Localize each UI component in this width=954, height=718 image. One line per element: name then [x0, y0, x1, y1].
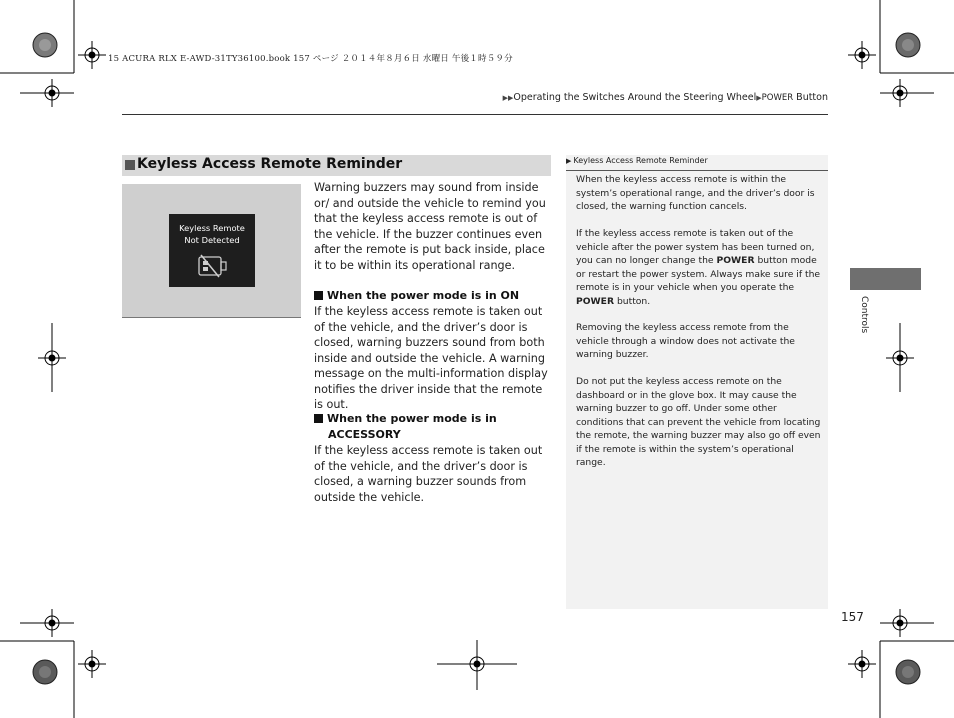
accessory-paragraph: If the keyless access remote is taken out of the vehicle, and the driver’s door is closed, a warning buzzer sounds from outside the vehicle.: [314, 444, 543, 504]
subheading-square-icon: [314, 291, 323, 300]
subheading-square-icon: [314, 414, 323, 423]
chapter-tab: [850, 268, 921, 290]
notes-heading: [566, 156, 828, 170]
section-title: Keyless Access Remote Reminder: [137, 156, 403, 172]
display-line-2: Not Detected: [184, 235, 240, 245]
illustration-rule: [122, 317, 301, 318]
breadcrumb-subsection-suffix: Button: [796, 92, 828, 103]
subheading-power-on-text: When the power mode is in ON: [327, 289, 520, 302]
note-paragraph-2: [576, 227, 822, 308]
mid-display: [169, 214, 255, 287]
note-paragraph-3: Removing the keyless access remote from the vehicle through a window does not activate the warning buzzer.: [576, 322, 795, 360]
display-line-1: Keyless Remote: [179, 223, 245, 233]
section-title-bar: [122, 155, 551, 176]
subheading-accessory-line1: When the power mode is in: [327, 412, 497, 425]
key-fob-warning-icon: [197, 254, 229, 278]
breadcrumb: [503, 92, 828, 103]
print-header: 15 ACURA RLX E-AWD-31TY36100.book 157 ページ ２０１４年８月６日 水曜日 午後１時５９分: [108, 54, 513, 64]
note-p2-power-1: POWER: [716, 255, 755, 266]
note-p2-c: button mode or restart the power system. Always make sure if the remote is in your vehicle when you operate the: [576, 255, 821, 293]
subheading-accessory-line2: ACCESSORY: [328, 427, 401, 441]
power-on-paragraph: If the keyless access remote is taken out of the vehicle, and the driver’s door is closed, warning buzzers sound from both inside and outside the vehicle. A warning message on the multi-information display notifies the driver inside that the remote is out.: [314, 305, 548, 411]
chapter-tab-label: Controls: [859, 296, 869, 334]
note-paragraph-4: Do not put the keyless access remote on the dashboard or in the glove box. It may cause the warning buzzer to go off. Under some other conditions that can prevent the vehicle from locating the remote, the warning buzzer may also go off even if the remote is within the system’s operational range.: [576, 376, 821, 468]
note-paragraph-1: When the keyless access remote is within the system’s operational range, and the driver’s door is closed, the warning function cancels.: [576, 174, 815, 212]
breadcrumb-section: Operating the Switches Around the Steering Wheel: [513, 92, 757, 103]
breadcrumb-subsection-prefix: POWER: [761, 93, 794, 103]
intro-paragraph: Warning buzzers may sound from inside or/ and outside the vehicle to remind you that the keyless access remote is out of the vehicle. If the buzzer continues even after the remote is put back inside, place it to be within its operational range.: [314, 181, 546, 272]
breadcrumb-arrow-icon: ▶: [756, 94, 762, 102]
subheading-accessory: [314, 411, 552, 442]
subheading-power-on: [314, 288, 552, 304]
note-p2-e: button.: [614, 295, 651, 307]
notes-arrow-icon: ▶: [566, 157, 572, 165]
header-rule: [122, 114, 828, 115]
breadcrumb-arrow-icon: ▶▶: [502, 94, 514, 102]
note-p2-power-2: POWER: [576, 295, 615, 307]
note-p2-a: If the keyless access remote is taken out of the vehicle after the power system has been turned on, you can no longer change the: [576, 228, 815, 266]
page-number: 157: [841, 610, 864, 624]
notes-rule: [566, 170, 828, 171]
section-square-icon: [125, 160, 135, 170]
notes-heading-text: Keyless Access Remote Reminder: [573, 156, 708, 165]
